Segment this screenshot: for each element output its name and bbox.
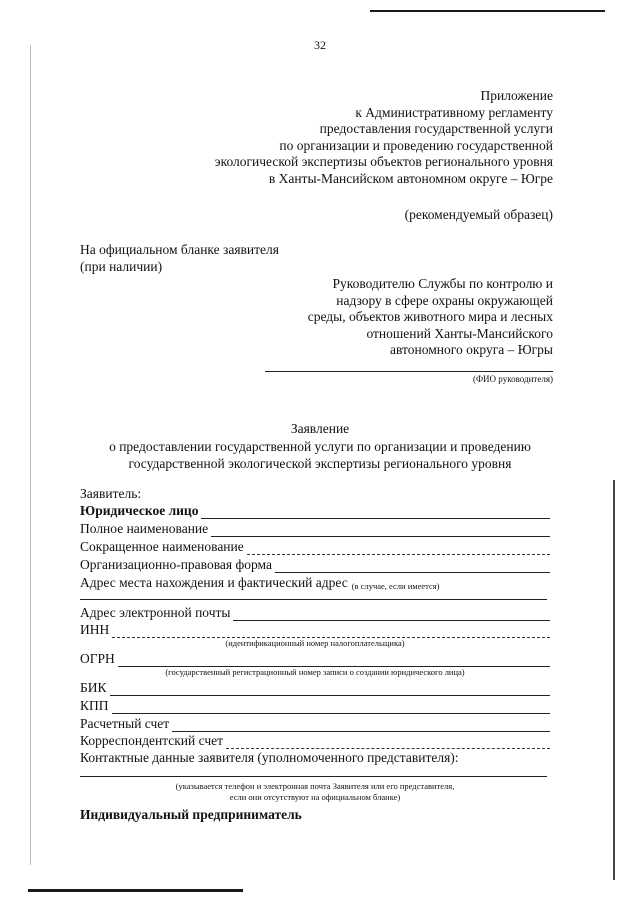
- addressee-block: [308, 276, 553, 359]
- appendix-line: Приложение: [480, 88, 553, 103]
- statement-heading: Заявление: [290, 421, 350, 436]
- bik-label: БИК: [80, 680, 107, 695]
- inn-caption: (идентификационный номер налогоплательщика): [225, 638, 405, 648]
- addressee-line: отношений Ханты-Мансийского: [366, 325, 553, 341]
- short-name-field[interactable]: [247, 542, 550, 555]
- org-form-row: [80, 555, 550, 573]
- contacts-label: Контактные данные заявителя (уполномоченного представителя):: [80, 750, 459, 765]
- scan-artifact-right: [613, 480, 615, 880]
- contacts-row: [80, 748, 550, 766]
- contacts-field[interactable]: [80, 776, 547, 777]
- statement-subtitle-line1: о предоставлении государственной услуги по организации и проведению: [109, 439, 531, 454]
- fio-signature-line: [265, 371, 553, 372]
- fio-caption: (ФИО руководителя): [472, 374, 553, 384]
- kpp-field[interactable]: [112, 701, 550, 714]
- contacts-caption-line2: если они отсутствуют на официальном бланке): [229, 792, 401, 802]
- ogrn-row: [80, 649, 550, 667]
- email-label: Адрес электронной почты: [80, 605, 231, 620]
- applicant-label: Заявитель:: [80, 486, 142, 501]
- address-note: (в случае, если имеется): [351, 581, 440, 591]
- page-number: 32: [314, 38, 326, 52]
- ogrn-label: ОГРН: [80, 651, 115, 666]
- inn-row: [80, 620, 550, 638]
- email-row: [80, 603, 550, 621]
- ogrn-caption: (государственный регистрационный номер записи о создании юридического лица): [165, 667, 465, 677]
- full-name-field[interactable]: [211, 524, 550, 537]
- address-label: Адрес места нахождения и фактический адрес: [80, 575, 348, 590]
- legal-entity-field[interactable]: [201, 506, 550, 519]
- appendix-line: по организации и проведению государственной: [279, 137, 553, 153]
- inn-field[interactable]: [112, 625, 550, 638]
- corr-account-label: Корреспондентский счет: [80, 733, 224, 748]
- corr-account-row: [80, 731, 550, 749]
- bik-row: [80, 678, 550, 696]
- address-row: [80, 573, 550, 591]
- appendix-line: в Ханты-Мансийском автономном округе – Югре: [268, 170, 553, 186]
- full-name-label: Полное наименование: [80, 521, 209, 536]
- scan-artifact-bottom: [28, 889, 243, 892]
- appendix-line: экологической экспертизы объектов регионального уровня: [214, 154, 553, 169]
- appendix-line: к Административному регламенту: [355, 104, 553, 120]
- scan-artifact-top: [370, 10, 605, 12]
- org-form-label: Организационно-правовая форма: [80, 557, 272, 572]
- statement-subtitle-line2: государственной экологической экспертизы регионального уровня: [128, 456, 512, 471]
- inn-label: ИНН: [80, 622, 110, 637]
- addressee-line: надзору в сфере охраны окружающей: [336, 292, 553, 308]
- appendix-header: [215, 88, 553, 187]
- appendix-line: предоставления государственной услуги: [319, 121, 553, 136]
- letterhead-line1: На официальном бланке заявителя: [80, 242, 279, 257]
- full-name-row: [80, 519, 550, 537]
- short-name-row: [80, 537, 550, 555]
- account-row: [80, 714, 550, 732]
- letterhead: [80, 242, 279, 275]
- addressee-line: автономного округа – Югры: [390, 342, 553, 357]
- kpp-label: КПП: [80, 698, 109, 713]
- org-form-field[interactable]: [275, 560, 550, 573]
- bik-field[interactable]: [110, 683, 550, 696]
- individual-entrepreneur-heading: Индивидуальный предприниматель: [80, 807, 302, 822]
- address-field[interactable]: [80, 599, 547, 600]
- legal-entity-row: [80, 501, 550, 519]
- letterhead-line2: (при наличии): [80, 258, 163, 274]
- addressee-line: среды, объектов животного мира и лесных: [307, 309, 553, 324]
- legal-entity-label: Юридическое лицо: [80, 503, 199, 518]
- ogrn-field[interactable]: [118, 654, 550, 667]
- kpp-row: [80, 696, 550, 714]
- sample-note: (рекомендуемый образец): [404, 207, 553, 222]
- addressee-line: Руководителю Службы по контролю и: [332, 276, 553, 291]
- contacts-caption: [80, 781, 550, 803]
- short-name-label: Сокращенное наименование: [80, 539, 244, 554]
- account-label: Расчетный счет: [80, 716, 170, 731]
- contacts-caption-line1: (указывается телефон и электронная почта Заявителя или его представителя,: [175, 781, 455, 791]
